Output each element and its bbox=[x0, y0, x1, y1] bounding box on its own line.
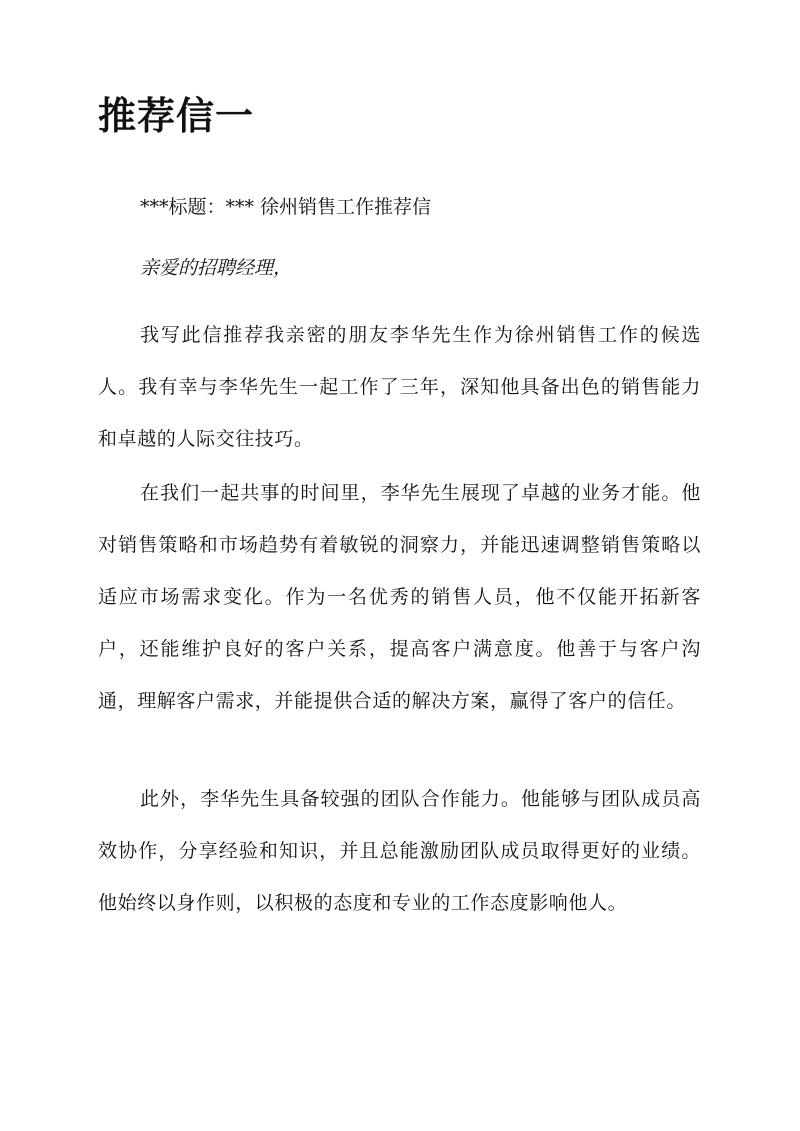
body-paragraph-3: 此外，李华先生具备较强的团队合作能力。他能够与团队成员高效协作，分享经验和知识，并且总能激励团队成员取得更好的业绩。他始终以身作则，以积极的态度和专业的工作态度影响他人。 bbox=[98, 788, 701, 914]
body-paragraph-1: 我写此信推荐我亲密的朋友李华先生作为徐州销售工作的候选人。我有幸与李华先生一起工作了三年，深知他具备出色的销售能力和卓越的人际交往技巧。 bbox=[98, 324, 701, 450]
document-title: 推荐信一 bbox=[98, 93, 255, 138]
subject-line: ***标题：*** 徐州销售工作推荐信 bbox=[140, 196, 432, 218]
body-paragraph-2: 在我们一起共事的时间里，李华先生展现了卓越的业务才能。他对销售策略和市场趋势有着敏锐的洞察力，并能迅速调整销售策略以适应市场需求变化。作为一名优秀的销售人员，他不仅能开拓新客户，还能维护良好的客户关系，提高客户满意度。他善于与客户沟通，理解客户需求，并能提供合适的解决方案，赢得了客户的信任。 bbox=[98, 482, 701, 712]
salutation: 亲爱的招聘经理， bbox=[140, 257, 293, 279]
